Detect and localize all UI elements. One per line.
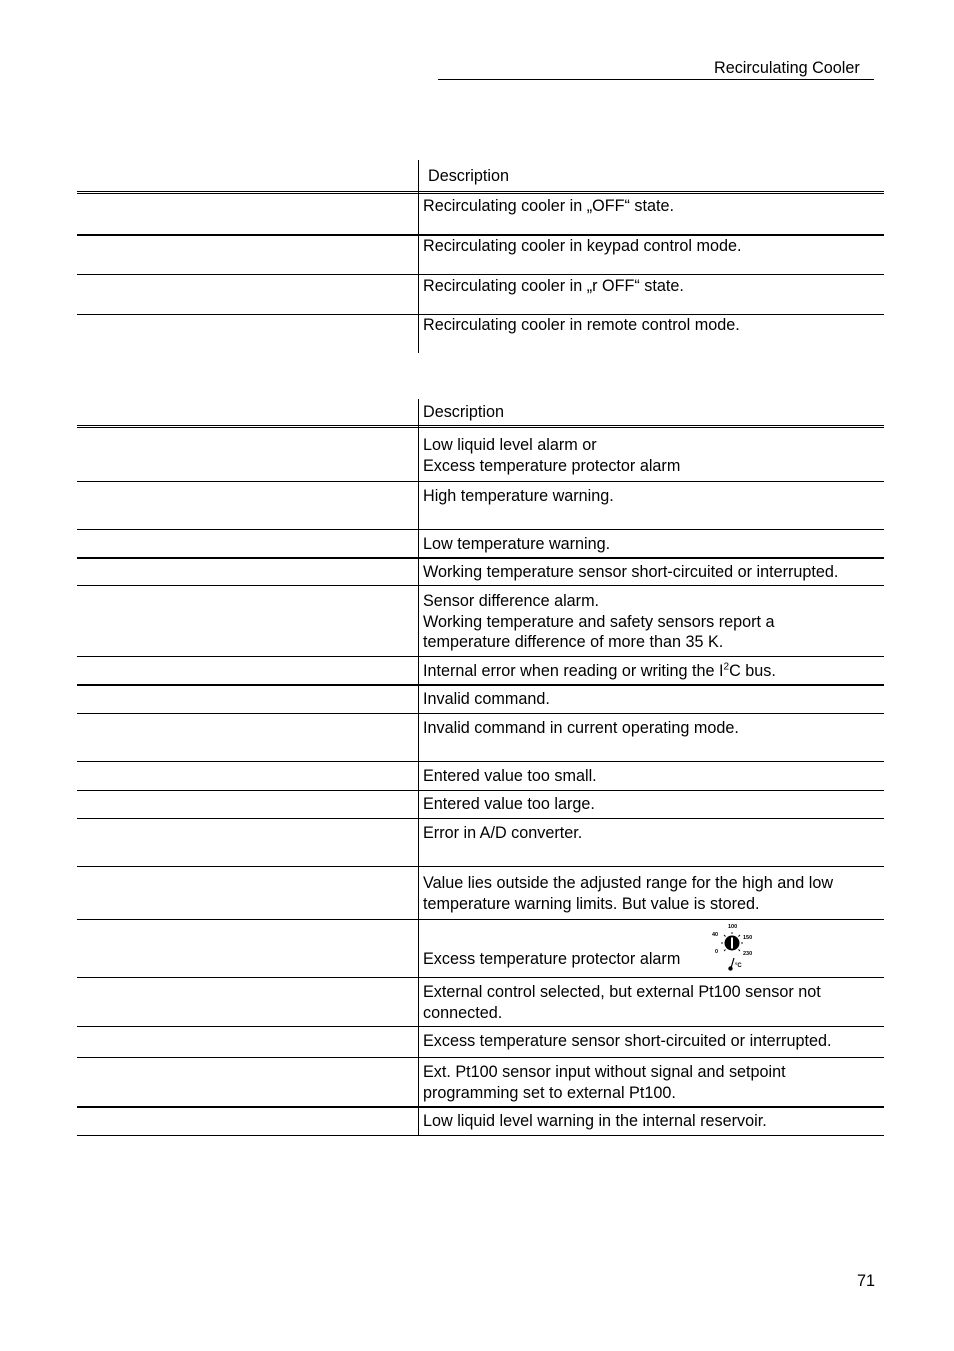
table-row: External control selected, but external Pt100 sensor not connected. — [423, 983, 821, 1022]
dial-label-lower-left: 0 — [715, 949, 719, 955]
table1-header-rule — [77, 191, 884, 194]
table2-column-header: Description — [423, 403, 504, 421]
dial-label-left: 40 — [712, 932, 719, 938]
table-row: Recirculating cooler in „OFF“ state. — [423, 197, 674, 215]
table-row: High temperature warning. — [423, 487, 614, 505]
table-row: Invalid command. — [423, 690, 550, 708]
row-divider — [77, 1106, 884, 1108]
row-divider — [77, 481, 884, 482]
row-divider — [77, 790, 884, 791]
row-divider — [77, 761, 884, 762]
table-row: Entered value too large. — [423, 795, 595, 813]
column-divider — [418, 399, 419, 1135]
table1-column-header: Description — [428, 167, 509, 185]
table-row: Excess temperature protector alarm — [423, 950, 681, 968]
table-row: Excess temperature sensor short-circuited or interrupted. — [423, 1032, 832, 1050]
dial-label-right: 150 — [743, 935, 753, 941]
row-divider — [77, 866, 884, 867]
table-row: Low liquid level warning in the internal reservoir. — [423, 1112, 767, 1130]
table-bottom-rule — [77, 1135, 884, 1136]
table-row: Error in A/D converter. — [423, 824, 583, 842]
column-divider — [418, 160, 419, 353]
table-row: Ext. Pt100 sensor input without signal and setpoint programming set to external Pt100. — [423, 1063, 786, 1102]
table-row: Internal error when reading or writing the $I^2C$ bus. — [423, 661, 776, 680]
row-divider — [77, 585, 884, 586]
row-divider — [77, 818, 884, 819]
row-divider — [77, 557, 884, 559]
row-divider — [77, 684, 884, 686]
row-divider — [77, 1026, 884, 1027]
table-row: Invalid command in current operating mode. — [423, 719, 739, 737]
row-divider — [77, 919, 884, 920]
header-rule — [438, 79, 874, 80]
table-row: Value lies outside the adjusted range for the high and low temperature warning limits. But value is stored. — [423, 874, 834, 913]
row-divider — [77, 713, 884, 714]
dial-label-lower-right: 230 — [743, 951, 753, 957]
dial-label-top: 100 — [728, 924, 738, 930]
table-row: Working temperature sensor short-circuited or interrupted. — [423, 563, 839, 581]
row-divider — [77, 529, 884, 530]
table-row: Low liquid level alarm or Excess temperature protector alarm — [423, 436, 681, 475]
table-row: Entered value too small. — [423, 767, 597, 785]
header-title: Recirculating Cooler — [714, 59, 860, 77]
table-row: Low temperature warning. — [423, 535, 611, 553]
table-row: Recirculating cooler in remote control mode. — [423, 316, 740, 334]
table-row: Recirculating cooler in keypad control mode. — [423, 237, 742, 255]
row-divider — [77, 656, 884, 657]
row-divider — [77, 1057, 884, 1058]
thermostat-dial-icon — [711, 922, 757, 972]
row-divider — [77, 977, 884, 978]
dial-unit: °C — [735, 963, 742, 969]
table2-header-rule — [77, 425, 884, 428]
table-row: Sensor difference alarm. Working temperature and safety sensors report a temperature difference of more than 35 K. — [423, 592, 775, 651]
table-row: Recirculating cooler in „r OFF“ state. — [423, 277, 684, 295]
page-number: 71 — [857, 1272, 876, 1290]
row-divider — [77, 274, 884, 275]
